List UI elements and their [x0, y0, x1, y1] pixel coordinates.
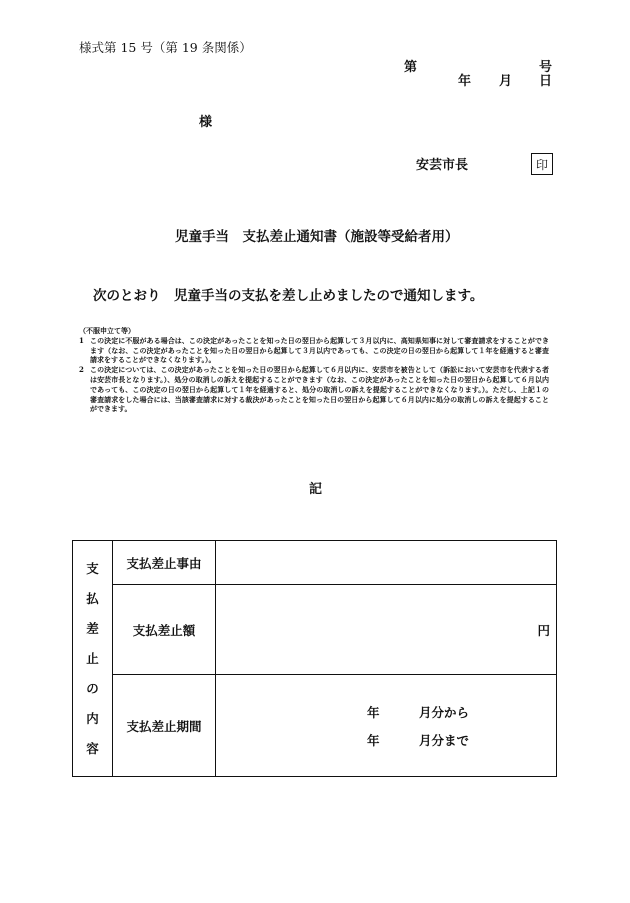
lead-sentence: 次のとおり 児童手当の支払を差し止めましたので通知します。: [93, 288, 484, 304]
period-from-label: 月分から: [419, 705, 470, 720]
appeal-notice-number: 1: [79, 335, 84, 345]
appeal-notice-number: 2: [79, 365, 84, 375]
document-number-prefix: 第: [404, 60, 418, 75]
date-month-label: 月: [499, 74, 513, 89]
vertical-header-char: 支: [86, 560, 99, 576]
period-from-line: [367, 703, 469, 721]
seal-box: [531, 153, 553, 175]
appeal-notice-heading: （不服申立て等）: [79, 326, 135, 335]
amount-label: 支払差止額: [113, 585, 216, 675]
period-to-line: [367, 731, 469, 749]
date-year-label: 年: [458, 74, 472, 89]
vertical-header-char: 止: [86, 650, 99, 666]
addressee-honorific: 様: [199, 115, 213, 130]
reason-value[interactable]: [216, 541, 557, 585]
table-row: [73, 675, 557, 777]
suspension-details-table: [72, 540, 557, 777]
yen-unit: 円: [537, 622, 550, 638]
vertical-header-char: 容: [86, 740, 99, 756]
amount-value[interactable]: [216, 585, 557, 675]
reason-label: 支払差止事由: [113, 541, 216, 585]
period-to-label: 月分まで: [419, 733, 470, 748]
table-row: [73, 541, 557, 585]
issuer-name: 安芸市長: [416, 158, 469, 173]
table-row: [73, 585, 557, 675]
appeal-notice-item: [79, 365, 549, 414]
period-label: 支払差止期間: [113, 675, 216, 777]
period-value[interactable]: [216, 675, 557, 777]
seal-label: 印: [535, 157, 548, 172]
vertical-header: [73, 541, 113, 777]
date-day-label: 日: [539, 74, 553, 89]
vertical-header-char: 内: [86, 710, 99, 726]
appeal-notice: [79, 326, 549, 414]
period-from-year: 年: [367, 705, 380, 720]
appeal-notice-text: この決定については、この決定があったことを知った日の翌日から起算して６月以内に、安芸市を被告として（訴訟において安芸市を代表する者は安芸市長となります。）、処分の取消しの訴えを提起することができます（なお、この決定があったことを知った日の翌日から起算して６月以内であっても、この決定の日の翌日から起算して１年を経過すると、処分の取消しの訴えを提起することができなくなります。）。ただし、上記１の審査請求をした場合には、当該審査請求に対する裁決があったことを知った日の翌日から起算して６月以内に処分の取消しの訴えを提起することができます。: [90, 365, 549, 414]
appeal-notice-item: [79, 336, 549, 365]
period-to-year: 年: [367, 733, 380, 748]
document-number-suffix: 号: [539, 60, 553, 75]
ki-marker: 記: [309, 482, 323, 497]
document-title: 児童手当 支払差止通知書（施設等受給者用）: [175, 229, 459, 245]
appeal-notice-text: この決定に不服がある場合は、この決定があったことを知った日の翌日から起算して３月以内に、高知県知事に対して審査請求をすることができます（なお、この決定があったことを知った日の翌日から起算して３月以内であっても、この決定の日の翌日から起算して１年を経過すると審査請求をすることができなくなります。）。: [90, 335, 549, 365]
vertical-header-char: 差: [86, 620, 99, 636]
form-number: 様式第 15 号（第 19 条関係）: [79, 40, 252, 55]
vertical-header-char: 払: [86, 590, 99, 606]
vertical-header-char: の: [86, 680, 99, 696]
